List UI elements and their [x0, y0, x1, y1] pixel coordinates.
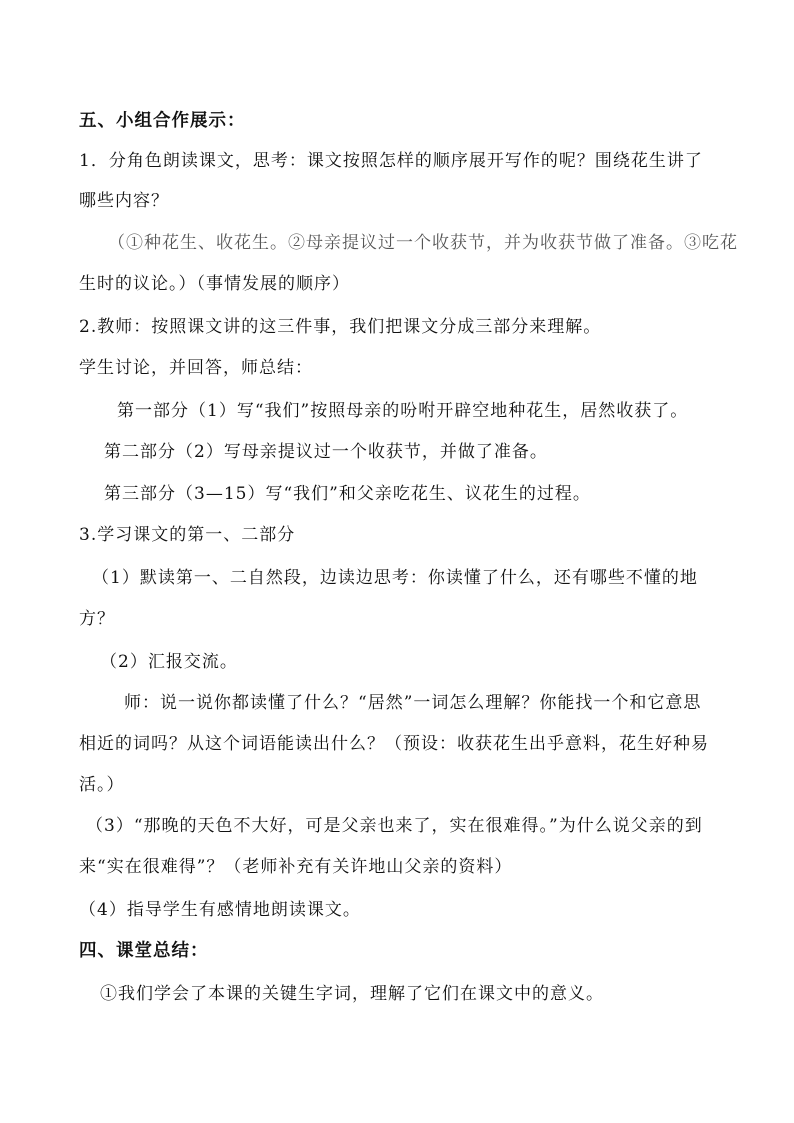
item-3-heading: 3.学习课文的第一、二部分 — [79, 525, 296, 545]
teacher-line-3: 活。） — [79, 775, 125, 795]
item-2-teacher: 2.教师：按照课文讲的这三件事，我们把课文分成三部分来理解。 — [79, 317, 602, 337]
part-2-line: 第二部分（2）写母亲提议过一个收获节，并做了准备。 — [104, 442, 548, 462]
question-3-4: （4）指导学生有感情地朗读课文。 — [79, 900, 361, 920]
question-3-3-line-2: 来“实在很难得”？（老师补充有关许地山父亲的资料） — [79, 857, 513, 877]
teacher-line-2: 相近的词吗？从这个词语能读出什么？（预设：收获花生出乎意料，花生好种易 — [79, 734, 709, 754]
section-four-heading: 四、课堂总结： — [79, 941, 209, 961]
question-3-1-line-2: 方？ — [79, 609, 115, 629]
part-1-line: 第一部分（1）写“我们”按照母亲的吩咐开辟空地种花生，居然收获了。 — [117, 401, 689, 421]
item-2-students: 学生讨论，并回答，师总结： — [79, 358, 313, 378]
question-3-3-line-1: （3）“那晚的天色不大好，可是父亲也来了，实在很难得。”为什么说父亲的到 — [86, 816, 703, 836]
teacher-line-1: 师：说一说你都读懂了什么？“居然”一词怎么理解？你能找一个和它意思 — [124, 693, 702, 713]
answer-1-line-1: （①种花生、收花生。②母亲提议过一个收获节，并为收获节做了准备。③吃花 — [108, 233, 738, 253]
part-3-line: 第三部分（3—15）写“我们”和父亲吃花生、议花生的过程。 — [104, 484, 591, 504]
question-3-1-line-1: （1）默读第一、二自然段，边读边思考：你读懂了什么，还有哪些不懂的地 — [92, 568, 698, 588]
question-3-2: （2）汇报交流。 — [100, 652, 238, 672]
summary-line-1: ①我们学会了本课的关键生字词，理解了它们在课文中的意义。 — [100, 984, 604, 1004]
question-1-line-1: 1．分角色朗读课文，思考：课文按照怎样的顺序展开写作的呢？围绕花生讲了 — [79, 151, 703, 171]
question-1-line-2: 哪些内容？ — [79, 191, 169, 211]
section-five-heading: 五、小组合作展示： — [79, 111, 246, 131]
answer-1-line-2: 生时的议论。）（事情发展的顺序） — [79, 274, 350, 294]
